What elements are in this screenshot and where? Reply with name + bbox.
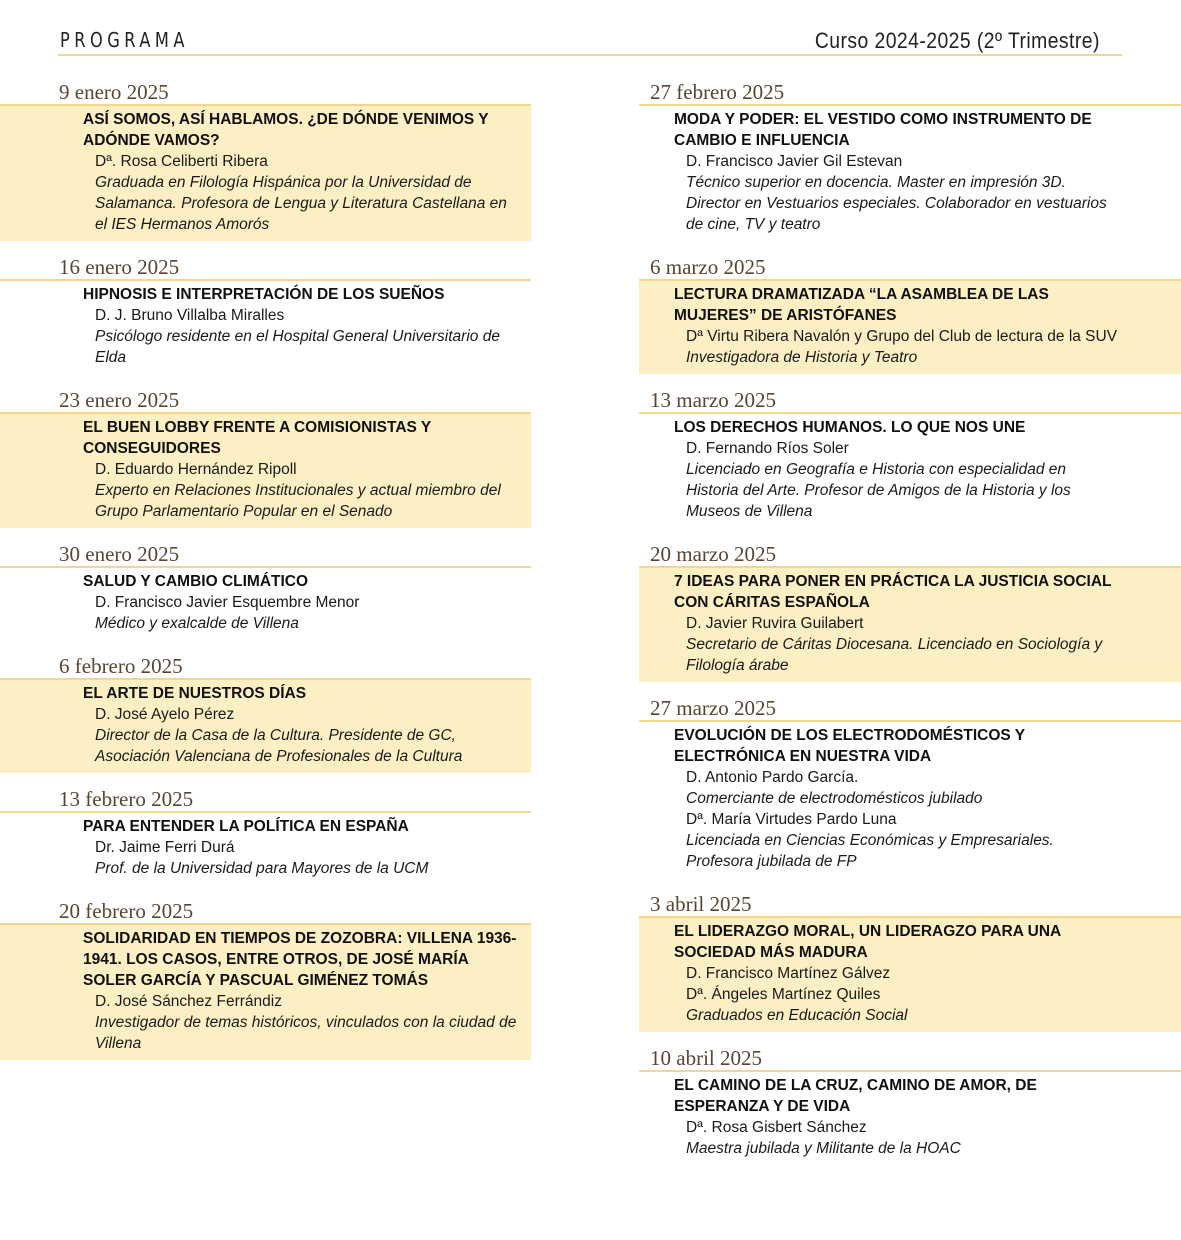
event-body — [0, 412, 531, 528]
event-date: 6 marzo 2025 — [650, 255, 766, 279]
event-body — [0, 923, 531, 1060]
speaker-role: Graduados en Educación Social — [686, 1007, 908, 1024]
event-body — [639, 1070, 1181, 1165]
event-title: EL CAMINO DE LA CRUZ, CAMINO DE AMOR, DE ESPERANZA Y DE VIDA — [674, 1077, 1037, 1115]
event-title: 7 IDEAS PARA PONER EN PRÁCTICA LA JUSTICIA SOCIAL CON CÁRITAS ESPAÑOLA — [674, 573, 1112, 611]
event-date: 13 marzo 2025 — [650, 388, 776, 412]
event-body — [639, 720, 1181, 878]
event-body — [639, 916, 1181, 1032]
event-item — [639, 892, 1181, 1032]
event-title: EVOLUCIÓN DE LOS ELECTRODOMÉSTICOS Y ELECTRÓNICA EN NUESTRA VIDA — [674, 727, 1025, 765]
event-title: PARA ENTENDER LA POLÍTICA EN ESPAÑA — [83, 818, 409, 835]
speaker-role: Licenciado en Geografía e Historia con especialidad en Historia del Arte. Profesor de Amigos de la Historia y los Museos de Villena — [686, 461, 1071, 520]
event-body — [0, 811, 531, 885]
event-body — [0, 678, 531, 773]
event-body — [639, 412, 1181, 528]
event-date: 30 enero 2025 — [59, 542, 180, 566]
speaker-role: Investigador de temas históricos, vinculados con la ciudad de Villena — [95, 1014, 517, 1052]
event-item — [639, 388, 1181, 528]
event-title: EL LIDERAZGO MORAL, UN LIDERAGZO PARA UNA SOCIEDAD MÁS MADURA — [674, 923, 1061, 961]
event-item — [639, 80, 1181, 241]
page-header — [58, 28, 1122, 56]
page-title: PROGRAMA — [60, 28, 189, 52]
event-body — [639, 279, 1181, 374]
speaker-name: Dr. Jaime Ferri Durá — [95, 839, 235, 856]
event-item — [639, 542, 1181, 682]
left-column — [0, 80, 531, 1074]
event-body — [639, 104, 1181, 241]
event-date: 16 enero 2025 — [59, 255, 180, 279]
speaker-role: Comerciante de electrodomésticos jubilado — [686, 790, 983, 807]
speaker-name: Dª. Ángeles Martínez Quiles — [686, 986, 881, 1003]
event-title: SOLIDARIDAD EN TIEMPOS DE ZOZOBRA: VILLENA 1936-1941. LOS CASOS, ENTRE OTROS, DE JOSÉ MARÍA SOLER GARCÍA Y PASCUAL GIMÉNEZ TOMÁS — [83, 930, 517, 989]
speaker-role: Licenciada en Ciencias Económicas y Empresariales. Profesora jubilada de FP — [686, 832, 1054, 870]
event-item — [0, 787, 531, 885]
event-date: 3 abril 2025 — [650, 892, 752, 916]
speaker-name: D. Fernando Ríos Soler — [686, 440, 849, 457]
speaker-role: Maestra jubilada y Militante de la HOAC — [686, 1140, 961, 1157]
speaker-role: Secretario de Cáritas Diocesana. Licenciado en Sociología y Filología árabe — [686, 636, 1103, 674]
event-body — [0, 566, 531, 640]
speaker-name: D. Javier Ruvira Guilabert — [686, 615, 864, 632]
event-item — [0, 388, 531, 528]
event-date: 27 marzo 2025 — [650, 696, 776, 720]
event-date: 20 marzo 2025 — [650, 542, 776, 566]
event-date: 23 enero 2025 — [59, 388, 180, 412]
event-date: 10 abril 2025 — [650, 1046, 762, 1070]
speaker-role: Graduada en Filología Hispánica por la Universidad de Salamanca. Profesora de Lengua y Literatura Castellana en el IES Hermanos Amorós — [95, 174, 507, 233]
speaker-name: D. José Ayelo Pérez — [95, 706, 235, 723]
speaker-role: Prof. de la Universidad para Mayores de la UCM — [95, 860, 429, 877]
speaker-role: Psicólogo residente en el Hospital General Universitario de Elda — [95, 328, 500, 366]
event-item — [0, 80, 531, 241]
course-label: Curso 2024-2025 (2º Trimestre) — [815, 28, 1100, 53]
event-date: 20 febrero 2025 — [59, 899, 194, 923]
event-date: 27 febrero 2025 — [650, 80, 785, 104]
speaker-name: Dª. María Virtudes Pardo Luna — [686, 811, 897, 828]
speaker-name: D. Francisco Javier Gil Estevan — [686, 153, 903, 170]
speaker-name: Dª. Rosa Celiberti Ribera — [95, 153, 268, 170]
event-body — [0, 279, 531, 374]
speaker-name: D. Eduardo Hernández Ripoll — [95, 461, 297, 478]
event-title: HIPNOSIS E INTERPRETACIÓN DE LOS SUEÑOS — [83, 286, 445, 303]
event-date: 9 enero 2025 — [59, 80, 169, 104]
event-item — [0, 654, 531, 773]
event-title: EL ARTE DE NUESTROS DÍAS — [83, 685, 307, 702]
event-body — [639, 566, 1181, 682]
right-column — [639, 80, 1181, 1179]
event-item — [639, 1046, 1181, 1165]
event-item — [0, 899, 531, 1060]
speaker-name: D. Francisco Martínez Gálvez — [686, 965, 891, 982]
event-title: LECTURA DRAMATIZADA “LA ASAMBLEA DE LAS MUJERES” DE ARISTÓFANES — [674, 286, 1049, 324]
speaker-name: Dª. Rosa Gisbert Sánchez — [686, 1119, 867, 1136]
speaker-name: D. Francisco Javier Esquembre Menor — [95, 594, 360, 611]
event-title: SALUD Y CAMBIO CLIMÁTICO — [83, 573, 309, 590]
event-title: MODA Y PODER: EL VESTIDO COMO INSTRUMENTO DE CAMBIO E INFLUENCIA — [674, 111, 1092, 149]
event-item — [0, 255, 531, 374]
speaker-role: Experto en Relaciones Institucionales y actual miembro del Grupo Parlamentario Popular en el Senado — [95, 482, 501, 520]
speaker-name: D. J. Bruno Villalba Miralles — [95, 307, 285, 324]
speaker-role: Técnico superior en docencia. Master en impresión 3D. Director en Vestuarios especiales. Colaborador en vestuarios de cine, TV y teatro — [686, 174, 1107, 233]
event-title: LOS DERECHOS HUMANOS. LO QUE NOS UNE — [674, 419, 1026, 436]
speaker-role: Investigadora de Historia y Teatro — [686, 349, 918, 366]
event-title: ASÍ SOMOS, ASÍ HABLAMOS. ¿DE DÓNDE VENIMOS Y ADÓNDE VAMOS? — [83, 111, 489, 149]
event-title: EL BUEN LOBBY FRENTE A COMISIONISTAS Y CONSEGUIDORES — [83, 419, 431, 457]
speaker-name: D. José Sánchez Ferrándiz — [95, 993, 282, 1010]
speaker-role: Director de la Casa de la Cultura. Presidente de GC, Asociación Valenciana de Profesionales de la Cultura — [95, 727, 463, 765]
speaker-name: Dª Virtu Ribera Navalón y Grupo del Club de lectura de la SUV — [686, 328, 1118, 345]
event-item — [639, 255, 1181, 374]
speaker-name: D. Antonio Pardo García. — [686, 769, 859, 786]
event-item — [639, 696, 1181, 878]
event-item — [0, 542, 531, 640]
speaker-role: Médico y exalcalde de Villena — [95, 615, 299, 632]
event-date: 6 febrero 2025 — [59, 654, 183, 678]
event-body — [0, 104, 531, 241]
event-date: 13 febrero 2025 — [59, 787, 194, 811]
